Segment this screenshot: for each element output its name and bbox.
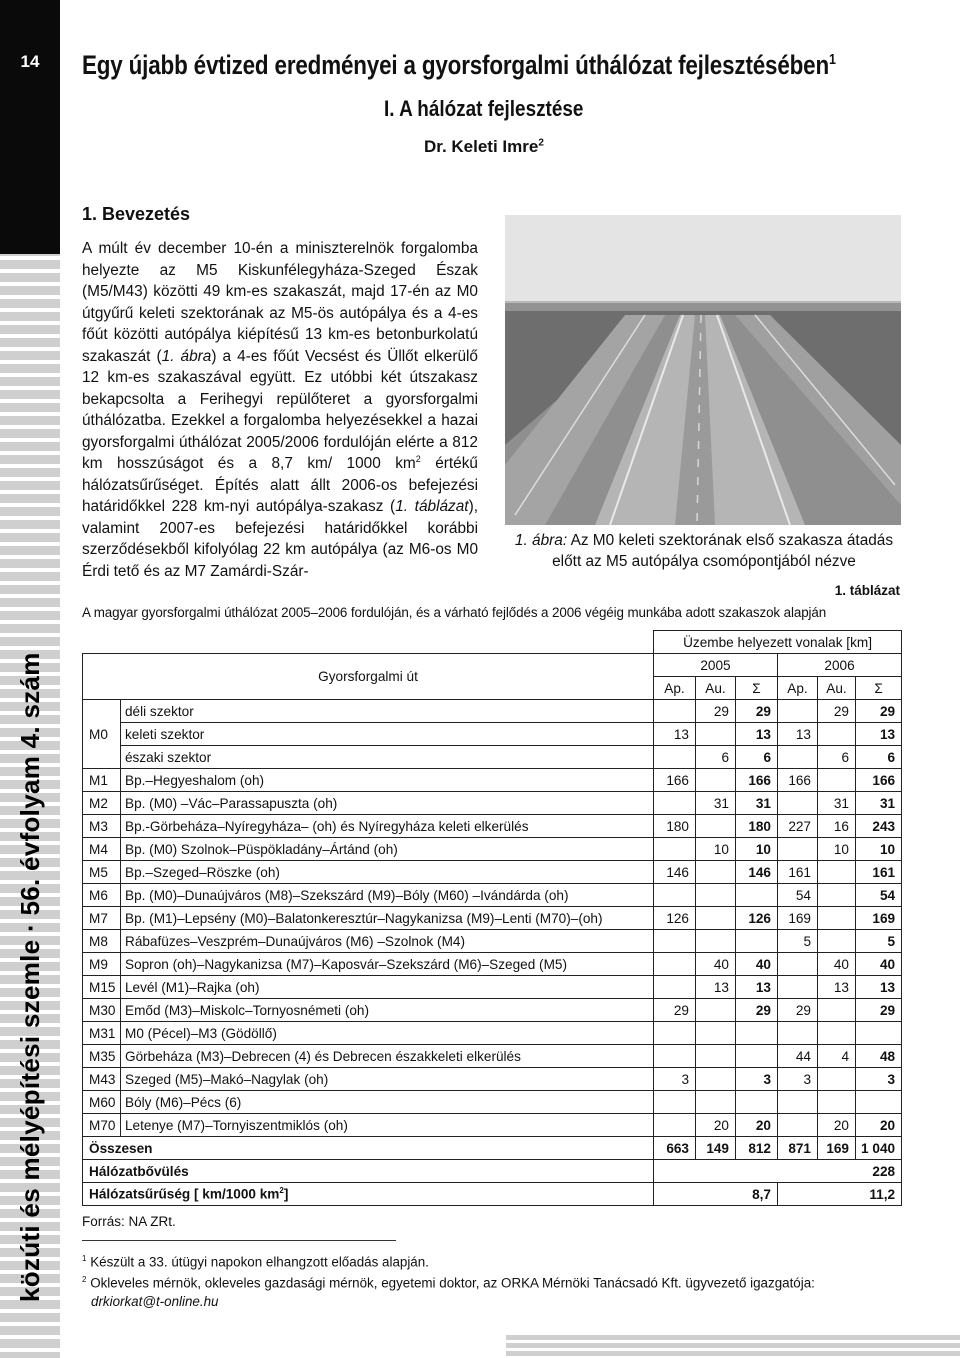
table-cell <box>654 1045 696 1068</box>
road-name: Emőd (M3)–Miskolc–Tornyosnémeti (oh) <box>121 999 654 1022</box>
table-cell <box>736 1045 778 1068</box>
density-value: 11,2 <box>778 1183 902 1206</box>
table-cell: 13 <box>818 976 856 999</box>
table-cell <box>778 953 818 976</box>
total-cell: 871 <box>778 1137 818 1160</box>
table-cell: 40 <box>856 953 902 976</box>
table-row <box>83 838 902 861</box>
road-code: M3 <box>83 815 121 838</box>
table-cell: 4 <box>818 1045 856 1068</box>
table-cell <box>736 930 778 953</box>
road-name: Bp.–Hegyeshalom (oh) <box>121 769 654 792</box>
road-name: Szeged (M5)–Makó–Nagylak (oh) <box>121 1068 654 1091</box>
table-cell: 16 <box>818 815 856 838</box>
table-cell: 10 <box>856 838 902 861</box>
table-cell <box>654 1114 696 1137</box>
paragraph: A múlt év december 10-én a miniszterelnök forgalomba helyezte az M5 Kiskunfélegyháza-Szeged Észak (M5/M43) közötti 49 km-es szakaszát, majd 17-én az M0 útgyűrű keleti szektorának az M5-ös autópálya és a 4-es főút közötti autópálya kiépítésű 13 km-es betonburkolatú szakaszát (1. ábra) a 4-es főút Vecsést és Üllőt elkerülő 12 km-es szakaszával együtt. Ez utóbbi két útszakasz bekapcsolta a Ferihegyi repülőteret a gyorsforgalmi úthálózatba. Ezekkel a forgalomba helyezésekkel a hazai gyorsforgalmi úthálózat 2005/2006 fordulóján elérte a 812 km hosszúságot és a 8,7 km/ 1000 $km^2$ értékű hálózatsűrűséget. Építés alatt állt 2006-os befejezési határidőkkel 228 km-nyi autópálya-szakasz (1. táblázat), valamint 2007-es befejezési határidőkkel korábbi szerződésekből kifolyólag 22 km autópálya (az M6-os M0 Érdi tető és az M7 Zamárdi-Szár- <box>82 240 478 580</box>
table-cell: 29 <box>856 999 902 1022</box>
subcol-header: Au. <box>818 677 856 700</box>
article-subtitle: I. A hálózat fejlesztése <box>384 96 584 121</box>
total-cell: 663 <box>654 1137 696 1160</box>
table-cell: 20 <box>736 1114 778 1137</box>
table-cell: 29 <box>696 700 736 723</box>
table-cell <box>818 999 856 1022</box>
table-row <box>83 976 902 999</box>
table-cell: 3 <box>736 1068 778 1091</box>
density-value: 8,7 <box>654 1183 778 1206</box>
table-cell: 31 <box>856 792 902 815</box>
table-cell <box>818 1068 856 1091</box>
road-code: M5 <box>83 861 121 884</box>
subcol-header: Σ <box>736 677 778 700</box>
table-cell: 13 <box>856 976 902 999</box>
road-name: északi szektor <box>121 746 654 769</box>
table-cell: 48 <box>856 1045 902 1068</box>
table-cell <box>818 884 856 907</box>
footnote: $^2$ Okleveles mérnök, okleveles gazdasági mérnök, egyetemi doktor, az ORKA Mérnöki Tanácsadó Kft. ügyvezető igazgatója: <box>82 1275 815 1291</box>
table-cell: 54 <box>856 884 902 907</box>
table-cell: 29 <box>818 700 856 723</box>
table-cell <box>696 1022 736 1045</box>
table-cell <box>778 700 818 723</box>
table-cell: 243 <box>856 815 902 838</box>
growth-label: Hálózatbővülés <box>83 1160 654 1183</box>
table-row <box>83 815 902 838</box>
road-code: M31 <box>83 1022 121 1045</box>
table-row <box>83 1068 902 1091</box>
road-code: M0 <box>83 700 121 769</box>
table-cell: 161 <box>856 861 902 884</box>
road-code: M70 <box>83 1114 121 1137</box>
table-row <box>83 792 902 815</box>
table-cell: 227 <box>778 815 818 838</box>
table-cell: 126 <box>654 907 696 930</box>
subcol-header: Ap. <box>778 677 818 700</box>
table-cell <box>696 907 736 930</box>
table-cell <box>778 746 818 769</box>
table-cell: 166 <box>856 769 902 792</box>
road-name: Bp. (M0) Szolnok–Püspökladány–Ártánd (oh) <box>121 838 654 861</box>
road-code: M7 <box>83 907 121 930</box>
table-cell <box>654 1091 696 1114</box>
table-cell: 13 <box>736 976 778 999</box>
table-cell <box>696 815 736 838</box>
subcol-header: Σ <box>856 677 902 700</box>
row-header: Gyorsforgalmi út <box>83 654 654 700</box>
table-cell: 5 <box>856 930 902 953</box>
total-label: Összesen <box>83 1137 654 1160</box>
table-cell: 180 <box>736 815 778 838</box>
road-name: Sopron (oh)–Nagykanizsa (M7)–Kaposvár–Szekszárd (M6)–Szeged (M5) <box>121 953 654 976</box>
table-row <box>83 861 902 884</box>
table-cell <box>696 1068 736 1091</box>
growth-value: 228 <box>654 1160 902 1183</box>
table-cell: 31 <box>736 792 778 815</box>
table-cell <box>654 884 696 907</box>
road-name: Bóly (M6)–Pécs (6) <box>121 1091 654 1114</box>
bottom-decor-strip <box>506 1335 960 1358</box>
road-code: M9 <box>83 953 121 976</box>
subcol-header: Au. <box>696 677 736 700</box>
table-row <box>83 1114 902 1137</box>
table-row <box>83 930 902 953</box>
table-row <box>83 1045 902 1068</box>
road-name: déli szektor <box>121 700 654 723</box>
journal-name: közúti és mélyépítési szemle · 56. évfolyam 4. szám <box>15 652 45 1302</box>
table-source: Forrás: NA ZRt. <box>82 1214 176 1229</box>
road-name: Görbeháza (M3)–Debrecen (4) és Debrecen északkeleti elkerülés <box>121 1045 654 1068</box>
table-cell: 10 <box>736 838 778 861</box>
table-cell <box>736 1091 778 1114</box>
table-cell <box>778 1091 818 1114</box>
road-name: Bp. (M0)–Dunaújváros (M8)–Szekszárd (M9)–Bóly (M60) –Ivándárda (oh) <box>121 884 654 907</box>
highway-photo-illustration <box>505 215 901 525</box>
table-label: 1. táblázat <box>834 583 900 598</box>
table-cell <box>778 1114 818 1137</box>
table-cell <box>654 1022 696 1045</box>
table-cell <box>654 838 696 861</box>
table-cell: 166 <box>778 769 818 792</box>
density-label: Hálózatsűrűség [ km/1000 $km^2$] <box>83 1183 654 1206</box>
road-name: Rábafüzes–Veszprém–Dunaújváros (M6) –Szolnok (M4) <box>121 930 654 953</box>
table-cell <box>778 976 818 999</box>
growth-row <box>83 1160 902 1183</box>
table-cell: 180 <box>654 815 696 838</box>
road-code: M15 <box>83 976 121 999</box>
table-cell: 40 <box>696 953 736 976</box>
total-cell: 812 <box>736 1137 778 1160</box>
table-cell: 126 <box>736 907 778 930</box>
table-cell <box>736 1022 778 1045</box>
table-cell <box>696 884 736 907</box>
author-footnote-ref: 2 <box>538 137 544 149</box>
body-text <box>82 238 478 582</box>
section-heading: 1. Bevezetés <box>82 204 191 224</box>
table-row <box>83 953 902 976</box>
table-cell: 169 <box>778 907 818 930</box>
table-cell <box>778 792 818 815</box>
table-cell: 6 <box>818 746 856 769</box>
road-code: M2 <box>83 792 121 815</box>
table-cell <box>818 907 856 930</box>
road-name: M0 (Pécel)–M3 (Gödöllő) <box>121 1022 654 1045</box>
table-cell <box>654 700 696 723</box>
road-name: Levél (M1)–Rajka (oh) <box>121 976 654 999</box>
total-cell: 1 040 <box>856 1137 902 1160</box>
author-email: drkiorkat@t-online.hu <box>91 1293 219 1309</box>
table-row <box>83 1022 902 1045</box>
table-cell <box>818 930 856 953</box>
road-code: M35 <box>83 1045 121 1068</box>
page-number-box <box>0 0 60 254</box>
table-cell: 3 <box>654 1068 696 1091</box>
year-header: 2005 <box>654 654 778 677</box>
road-name: keleti szektor <box>121 723 654 746</box>
table-cell <box>654 953 696 976</box>
year-header: 2006 <box>778 654 902 677</box>
table-cell: 146 <box>736 861 778 884</box>
table-row <box>83 907 902 930</box>
table-cell: 29 <box>856 700 902 723</box>
table-cell: 31 <box>818 792 856 815</box>
road-name: Letenye (M7)–Tornyiszentmiklós (oh) <box>121 1114 654 1137</box>
table-row <box>83 999 902 1022</box>
table-row <box>83 700 902 723</box>
table-row <box>83 1091 902 1114</box>
table-cell <box>856 1091 902 1114</box>
table-cell <box>778 838 818 861</box>
road-code: M1 <box>83 769 121 792</box>
road-code: M30 <box>83 999 121 1022</box>
table-cell: 20 <box>696 1114 736 1137</box>
table-cell <box>818 1022 856 1045</box>
table-cell <box>818 769 856 792</box>
table-cell <box>778 1022 818 1045</box>
table-cell <box>818 1091 856 1114</box>
table-cell <box>654 976 696 999</box>
table-cell <box>696 999 736 1022</box>
table-cell <box>696 1091 736 1114</box>
table-cell: 29 <box>778 999 818 1022</box>
table-cell: 40 <box>818 953 856 976</box>
highway-photo <box>505 215 901 525</box>
table-cell: 169 <box>856 907 902 930</box>
subcol-header: Ap. <box>654 677 696 700</box>
table-cell: 166 <box>654 769 696 792</box>
page-number: 14 <box>20 52 40 71</box>
table-cell: 3 <box>856 1068 902 1091</box>
table-cell <box>736 884 778 907</box>
table-cell: 6 <box>736 746 778 769</box>
table-cell: 13 <box>856 723 902 746</box>
table-cell <box>818 723 856 746</box>
network-table <box>82 630 902 1206</box>
total-cell: 169 <box>818 1137 856 1160</box>
table-cell: 161 <box>778 861 818 884</box>
table-cell <box>654 792 696 815</box>
table-cell <box>654 930 696 953</box>
road-name: Bp. (M1)–Lepsény (M0)–Balatonkeresztúr–Nagykanizsa (M9)–Lenti (M70)–(oh) <box>121 907 654 930</box>
table-caption: A magyar gyorsforgalmi úthálózat 2005–2006 fordulóján, és a várható fejlődés a 2006 végéig munkába adott szakaszok alapján <box>82 605 827 620</box>
article-title: Egy újabb évtized eredményei a gyorsforgalmi úthálózat fejlesztésében$^1$ <box>82 50 836 80</box>
table-cell <box>696 930 736 953</box>
table-cell: 29 <box>654 999 696 1022</box>
table-cell: 13 <box>778 723 818 746</box>
table-cell: 166 <box>736 769 778 792</box>
author: Dr. Keleti Imre$^2$ <box>424 137 544 156</box>
table-cell: 146 <box>654 861 696 884</box>
table-cell: 6 <box>856 746 902 769</box>
title-footnote-ref: 1 <box>828 51 836 68</box>
table-cell <box>696 1045 736 1068</box>
figure-caption: 1. ábra: Az M0 keleti szektorának első szakasza átadás előtt az M5 autópálya csomópontjából nézve <box>514 532 894 570</box>
table-row <box>83 746 902 769</box>
road-code: M6 <box>83 884 121 907</box>
table-cell: 13 <box>654 723 696 746</box>
table-cell <box>696 861 736 884</box>
density-row <box>83 1183 902 1206</box>
table-cell: 13 <box>736 723 778 746</box>
road-code: M43 <box>83 1068 121 1091</box>
total-row <box>83 1137 902 1160</box>
table-cell: 5 <box>778 930 818 953</box>
table-cell: 44 <box>778 1045 818 1068</box>
table-cell <box>856 1022 902 1045</box>
table-cell <box>818 861 856 884</box>
table-cell: 31 <box>696 792 736 815</box>
table-cell <box>654 746 696 769</box>
header-group: Üzembe helyezett vonalak [km] <box>654 631 902 654</box>
road-code: M4 <box>83 838 121 861</box>
total-cell: 149 <box>696 1137 736 1160</box>
road-name: Bp.–Szeged–Röszke (oh) <box>121 861 654 884</box>
table-cell: 3 <box>778 1068 818 1091</box>
table-cell: 13 <box>696 976 736 999</box>
road-name: Bp.-Görbeháza–Nyíregyháza– (oh) és Nyíregyháza keleti elkerülés <box>121 815 654 838</box>
footnotes <box>82 1250 902 1311</box>
table-cell: 20 <box>818 1114 856 1137</box>
road-name: Bp. (M0) –Vác–Parassapuszta (oh) <box>121 792 654 815</box>
road-code: M8 <box>83 930 121 953</box>
footnote-rule <box>82 1240 396 1241</box>
table-cell: 20 <box>856 1114 902 1137</box>
table-row <box>83 723 902 746</box>
table-cell <box>696 723 736 746</box>
table-cell: 54 <box>778 884 818 907</box>
table-cell: 29 <box>736 700 778 723</box>
table-cell: 6 <box>696 746 736 769</box>
table-row <box>83 884 902 907</box>
table-cell: 10 <box>696 838 736 861</box>
table-cell: 10 <box>818 838 856 861</box>
table-cell: 40 <box>736 953 778 976</box>
table-row <box>83 769 902 792</box>
table-cell: 29 <box>736 999 778 1022</box>
footnote: $^1$ Készült a 33. útügyi napokon elhangzott előadás alapján. <box>82 1254 429 1270</box>
road-code: M60 <box>83 1091 121 1114</box>
table-cell <box>696 769 736 792</box>
